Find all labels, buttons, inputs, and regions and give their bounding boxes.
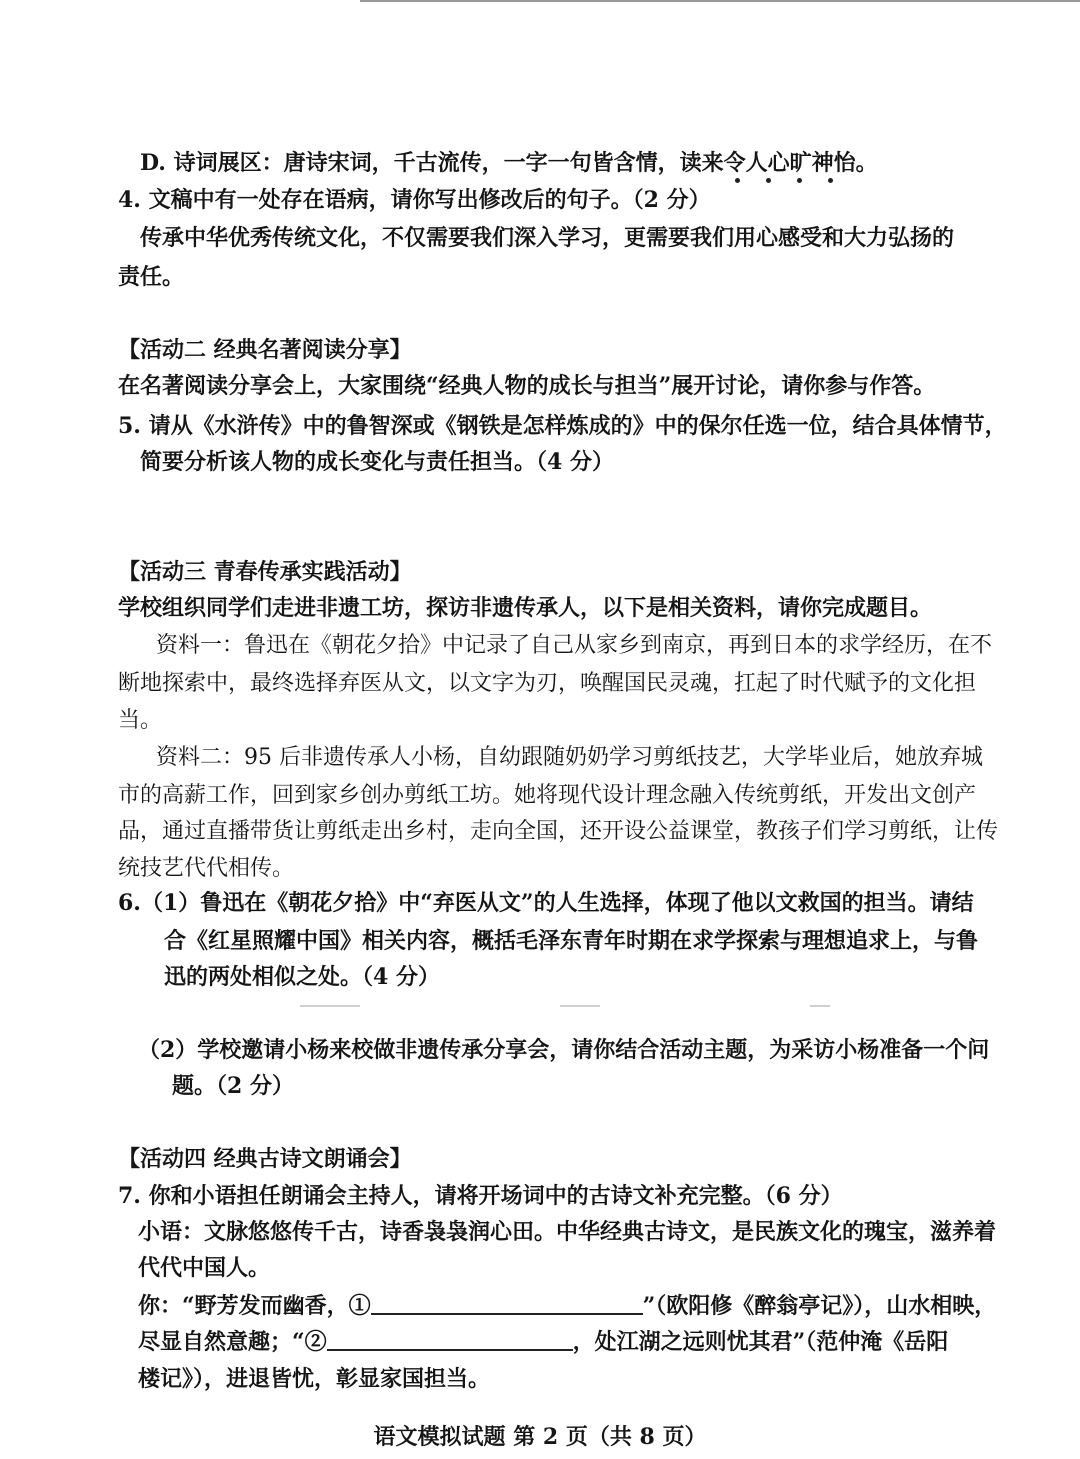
material-2-line2: 市的高薪工作，回到家乡创办剪纸工坊。她将现代设计理念融入传统剪纸，开发出文创产 [118,783,977,808]
material-2-line1: 资料二：95 后非遗传承人小杨，自幼跟随奶奶学习剪纸技艺，大学毕业后，她放弃城 [156,745,983,770]
material-1-line3: 当。 [118,708,163,733]
ni-line1-prefix: 你：“野芳发而幽香，① [138,1293,371,1319]
ni-line1-suffix: ”（欧阳修《醉翁亭记》），山水相映， [642,1293,997,1319]
blank-1-input[interactable] [371,1291,643,1315]
ni-line1 [138,1289,996,1323]
question-6-2-line1: （2）学校邀请小杨来校做非遗传承分享会，请你结合活动主题，为采访小杨准备一个问 [138,1037,990,1063]
emphasis-dots [735,178,855,186]
faint-mark [810,1005,830,1007]
activity-3-intro: 学校组织同学们走进非遗工坊，探访非遗传承人，以下是相关资料，请你完成题目。 [118,595,933,621]
scan-edge-line [360,0,1080,2]
question-4-sentence: 传承中华优秀传统文化，不仅需要我们深入学习，更需要我们用心感受和大力弘扬的 [140,225,955,251]
activity-4-title: 【活动四 经典古诗文朗诵会】 [118,1146,412,1172]
activity-2-intro: 在名著阅读分享会上，大家围绕“经典人物的成长与担当”展开讨论，请你参与作答。 [118,373,936,399]
ni-line2-prefix: 尽显自然意趣；“② [138,1329,327,1355]
material-1-line2: 断地探索中，最终选择弃医从文，以文字为刃，唤醒国民灵魂，扛起了时代赋予的文化担 [118,671,977,696]
ni-line2-suffix: ，处江湖之远则忧其君”（范仲淹《岳阳 [572,1329,949,1355]
question-5-line2: 简要分析该人物的成长变化与责任担当。（4 分） [140,449,614,475]
material-2-line4: 统技艺代代相传。 [118,856,295,881]
question-6-1-line1: 6.（1）鲁迅在《朝花夕拾》中“弃医从文”的人生选择，体现了他以文救国的担当。请结 [118,890,974,916]
activity-3-title: 【活动三 青春传承实践活动】 [118,559,412,585]
question-6-1-line2: 合《红星照耀中国》相关内容，概括毛泽东青年时期在求学探索与理想追求上，与鲁 [164,928,979,954]
blank-2-input[interactable] [327,1327,573,1351]
material-2-line3: 品，通过直播带货让剪纸走出乡村，走向全国，还开设公益课堂，教孩子们学习剪纸，让传 [118,819,999,844]
ni-line3: 楼记》），进退皆忧，彰显家国担当。 [138,1366,491,1392]
question-4: 4. 文稿中有一处存在语病，请你写出修改后的句子。（2 分） [118,187,711,213]
question-4-sentence-end: 责任。 [118,264,185,290]
question-7: 7. 你和小语担任朗诵会主持人，请将开场词中的古诗文补充完整。（6 分） [118,1183,843,1209]
question-6-1-line3: 迅的两处相似之处。（4 分） [164,964,440,990]
ni-line2 [138,1325,948,1359]
question-6-2-line2: 题。（2 分） [172,1073,294,1099]
xiaoyu-line1: 小语：文脉悠悠传千古，诗香袅袅润心田。中华经典古诗文，是民族文化的瑰宝，滋养着 [138,1219,997,1245]
faint-mark [560,1005,600,1007]
material-1-line1: 资料一：鲁迅在《朝花夕拾》中记录了自己从家乡到南京，再到日本的求学经历，在不 [156,633,993,658]
xiaoyu-line2: 代代中国人。 [138,1255,271,1281]
activity-2-title: 【活动二 经典名著阅读分享】 [118,337,412,363]
faint-mark [300,1005,360,1007]
question-5-line1: 5. 请从《水浒传》中的鲁智深或《钢铁是怎样炼成的》中的保尔任选一位，结合具体情节， [118,413,1007,439]
page-footer: 语文模拟试题 第 2 页（共 8 页） [373,1424,707,1450]
option-d-text: D. 诗词展区：唐诗宋词，千古流传，一字一句皆含情，读来令人心旷神怡。 [140,150,878,176]
